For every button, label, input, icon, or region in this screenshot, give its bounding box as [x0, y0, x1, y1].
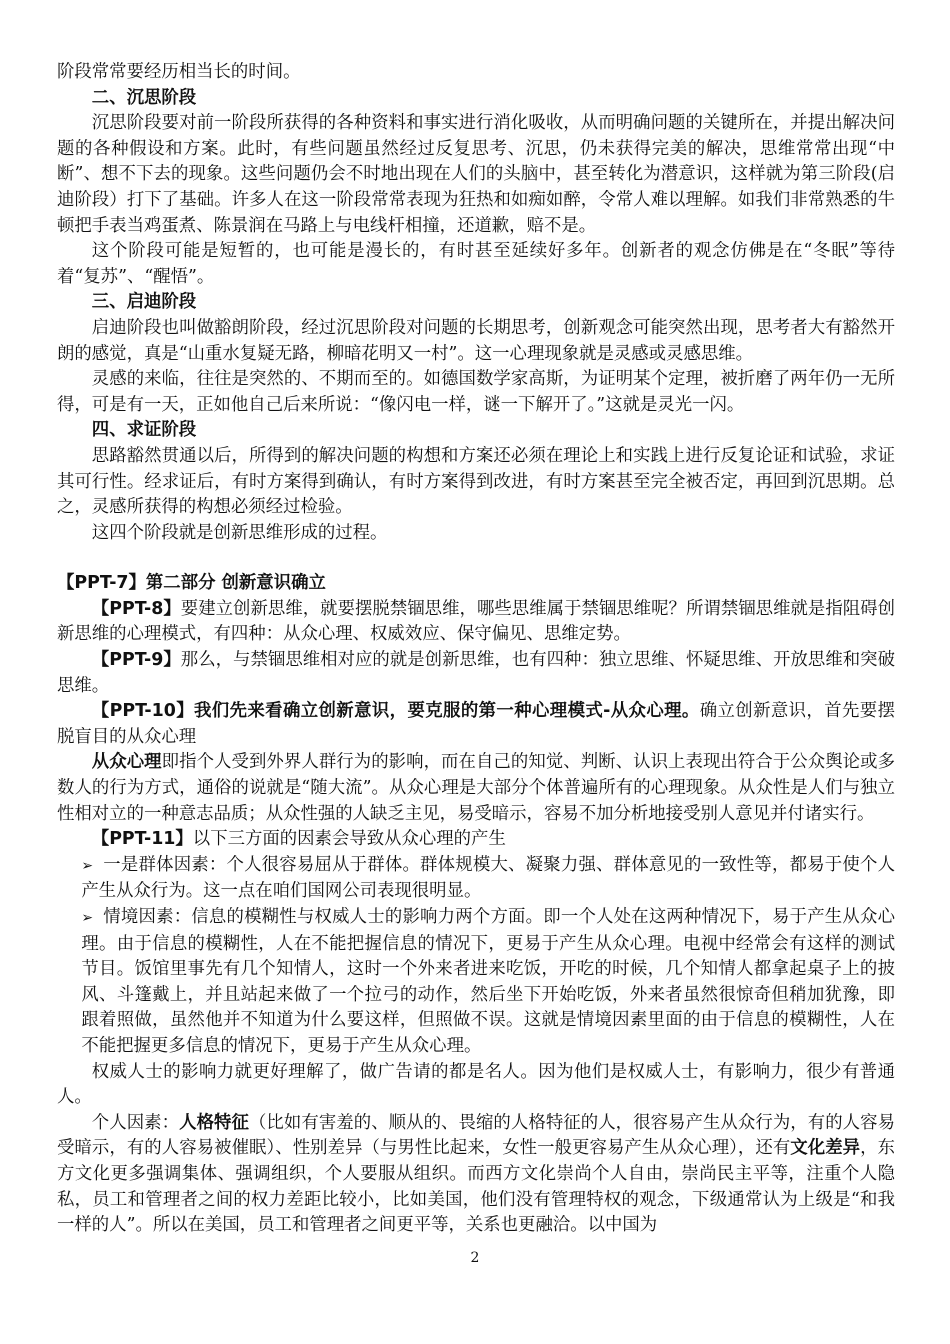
- ppt10-tag: 【PPT-10】: [91, 701, 194, 722]
- personal-term-personality: 人格特征: [179, 1112, 249, 1133]
- ppt11-text: 以下三方面的因素会导致从众心理的产生: [192, 829, 506, 850]
- ppt10-bold: 我们先来看确立创新意识，要克服的第一种心理模式-从众心理。: [194, 701, 700, 722]
- conformity-term: 从众心理: [91, 752, 162, 773]
- paragraph-authority: 权威人士的影响力就更好理解了，做广告请的都是名人。因为他们是权威人士，有影响力，很少有普通人。: [57, 1061, 895, 1108]
- bullet-item-group: [57, 853, 895, 905]
- page-number: 2: [470, 1250, 480, 1266]
- ppt7-title: 第二部分 创新意识确立: [145, 573, 326, 594]
- ppt9-tag: 【PPT-9】: [91, 650, 181, 671]
- paragraph-qidi-2: 灵感的来临，往往是突然的、不期而至的。如德国数学家高斯，为证明某个定理，被折磨了两年仍一无所得，可是有一天，正如他自己后来所说：“像闪电一样，谜一下解开了。”这就是灵光一闪。: [57, 369, 895, 415]
- ppt9-text: 那么，与禁锢思维相对应的就是创新思维，也有四种：独立思维、怀疑思维、开放思维和突破思维。: [57, 650, 895, 696]
- paragraph-qidi-1: 启迪阶段也叫做豁朗阶段，经过沉思阶段对问题的长期思考，创新观念可能突然出现，思考者大有豁然开朗的感觉，真是“山重水复疑无路，柳暗花明又一村”。这一心理现象就是灵感或灵感思维。: [57, 317, 895, 364]
- bullet-arrow-icon: ➢: [81, 857, 94, 874]
- paragraph-ppt8: [57, 597, 895, 648]
- heading-qiuzheng: 四、求证阶段: [91, 420, 197, 441]
- section-spacer: [57, 546, 895, 571]
- ppt11-tag: 【PPT-11】: [91, 829, 193, 850]
- section-heading-ppt7: [57, 571, 895, 597]
- heading-chensi: 二、沉思阶段: [91, 87, 197, 108]
- bullet-item-situation: [57, 905, 895, 1060]
- ppt7-tag: 【PPT-7】: [57, 573, 146, 594]
- ppt8-text: 要建立创新思维，就要摆脱禁锢思维，哪些思维属于禁锢思维呢？所谓禁锢思维就是指阻碍创新思维的心理模式，有四种：从众心理、权威效应、保守偏见、思维定势。: [57, 598, 895, 645]
- paragraph-qiuzheng-1: 思路豁然贯通以后，所得到的解决问题的构想和方案还必须在理论上和实践上进行反复论证和试验，求证其可行性。经求证后，有时方案得到确认，有时方案得到改进，有时方案甚至完全被否定，再回到沉思期。总之，灵感所获得的构想必须经过检验。: [57, 445, 895, 518]
- document-page: [57, 60, 895, 1239]
- conformity-text: 即指个人受到外界人群行为的影响，而在自己的知觉、判断、认识上表现出符合于公众舆论或多数人的行为方式，通俗的说就是“随大流”。从众心理是大部分个体普遍所有的心理现象。从众性是人们与独立性相对立的一种意志品质；从众性强的人缺乏主见，易受暗示，容易不加分析地接受别人意见并付诸实行。: [57, 752, 895, 824]
- paragraph-conformity: [57, 750, 895, 827]
- ppt8-tag: 【PPT-8】: [91, 598, 181, 619]
- paragraph-intro-tail: 阶段常常要经历相当长的时间。: [57, 62, 301, 82]
- paragraph-ppt9: [57, 648, 895, 699]
- personal-text-b: （比如有害羞的、顺从的、畏缩的人格特征的人，很容易产生从众行为，有的人容易受暗示，有的人容易被催眠）、性别差异（与男性比起来，女性一般更容易产生从众心理），还有: [57, 1112, 895, 1159]
- paragraph-personal: [57, 1111, 895, 1239]
- paragraph-ppt10: [57, 699, 895, 750]
- ppt10-text: 确立创新意识，首先要摆脱盲目的从众心理: [57, 701, 895, 747]
- personal-text-a: 个人因素：: [91, 1112, 180, 1133]
- paragraph-chensi-1: 沉思阶段要对前一阶段所获得的各种资料和事实进行消化吸收，从而明确问题的关键所在，并提出解决问题的各种假设和方案。此时，有些问题虽然经过反复思考、沉思，仍未获得完美的解决，思维常常出现“中断”、想不下去的现象。这些问题仍会不时地出现在人们的头脑中，甚至转化为潜意识，这样就为第三阶段(启迪阶段）打下了基础。许多人在这一阶段常常表现为狂热和如痴如醉，令常人难以理解。如我们非常熟悉的牛顿把手表当鸡蛋煮、陈景润在马路上与电线杆相撞，还道歉，赔不是。: [57, 113, 895, 236]
- heading-qidi: 三、启迪阶段: [91, 292, 197, 313]
- personal-term-culture: 文化差异: [790, 1138, 861, 1159]
- bullet-text-situation: 情境因素：信息的模糊性与权威人士的影响力两个方面。即一个人处在这两种情况下，易于产生从众心理。由于信息的模糊性，人在不能把握信息的情况下，更易于产生从众心理。电视中经常会有这样的测试节目。饭馆里事先有几个知情人，这时一个外来者进来吃饭，开吃的时候，几个知情人都拿起桌子上的披风、斗篷戴上，并且站起来做了一个拉弓的动作，然后坐下开始吃饭，外来者虽然很惊奇但稍加犹豫，即跟着照做，虽然他并不知道为什么要这样，但照做不误。这就是情境因素里面的由于信息的模糊性，人在不能把握更多信息的情况下，更易于产生从众心理。: [81, 907, 895, 1056]
- bullet-text-group: 一是群体因素：个人很容易屈从于群体。群体规模大、凝聚力强、群体意见的一致性等，都易于使个人产生从众行为。这一点在咱们国网公司表现很明显。: [81, 854, 895, 902]
- personal-text-c: ，东方文化更多强调集体、强调组织，个人要服从组织。而西方文化崇尚个人自由，崇尚民主平等，注重个人隐私，员工和管理者之间的权力差距比较小，比如美国，他们没有管理特权的观念，下级通常认为上级是“和我一样的人”。所以在美国，员工和管理者之间更平等，关系也更融洽。以中国为: [57, 1138, 895, 1236]
- bullet-arrow-icon: ➢: [81, 910, 94, 926]
- paragraph-ppt11: [57, 827, 895, 853]
- paragraph-qiuzheng-2: 这四个阶段就是创新思维形成的过程。: [91, 522, 388, 543]
- paragraph-chensi-2: 这个阶段可能是短暂的，也可能是漫长的，有时甚至延续好多年。创新者的观念仿佛是在“冬眠”等待着“复苏”、“醒悟”。: [57, 241, 895, 287]
